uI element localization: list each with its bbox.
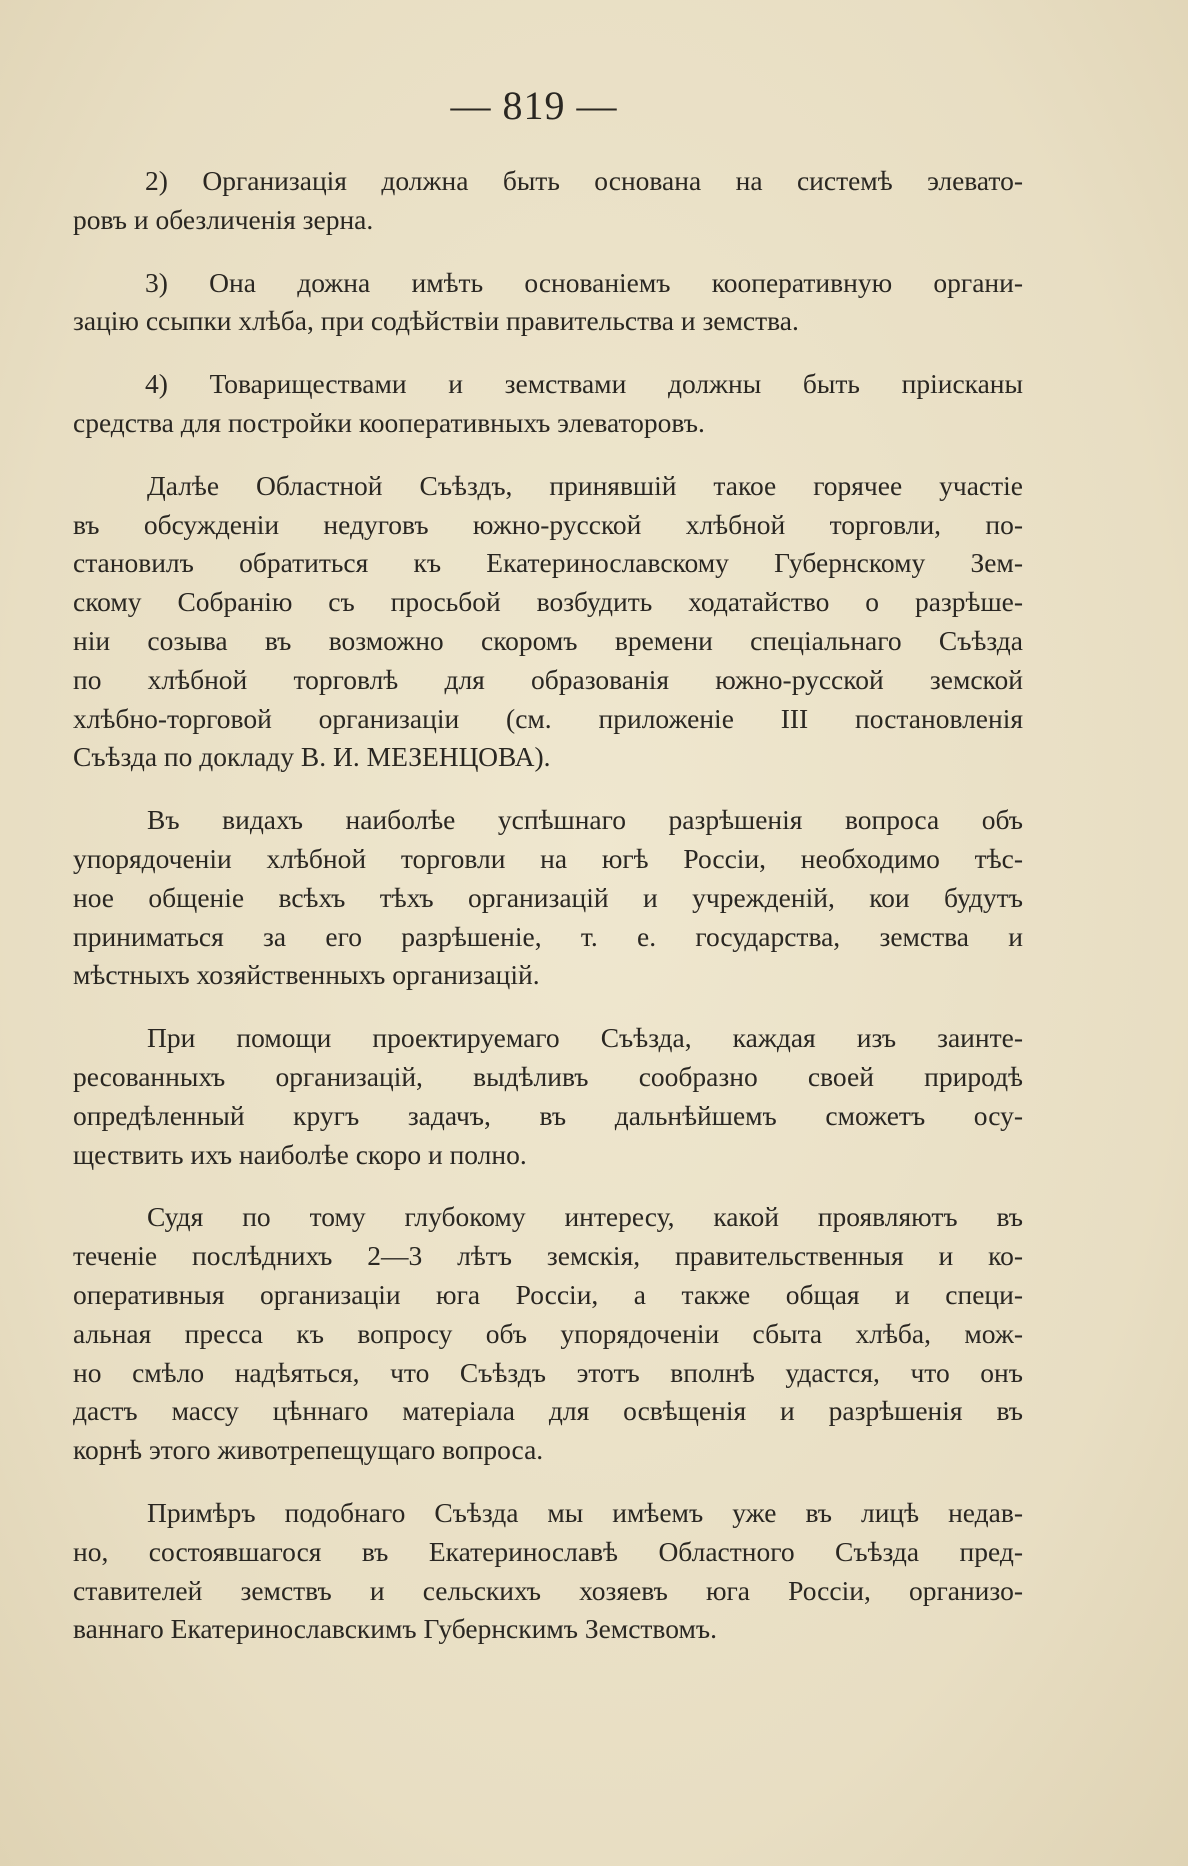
- text-line: Примѣръ подобнаго Съѣзда мы имѣемъ уже въ лицѣ недав-: [147, 1496, 1023, 1528]
- text-line: Въ видахъ наиболѣе успѣшнаго разрѣшенія вопроса объ: [147, 804, 1023, 836]
- text-line: ресованныхъ организацій, выдѣливъ сообразно своей природѣ: [73, 1060, 1023, 1092]
- text-line: 4) Товариществами и земствами должны быть пріисканы: [145, 368, 1023, 400]
- paragraph: [73, 1494, 1023, 1649]
- text-line: альная пресса къ вопросу объ упорядоченіи сбыта хлѣба, мож-: [73, 1317, 1023, 1349]
- paragraph: [73, 467, 1023, 777]
- text-line: ровъ и обезличенія зерна.: [73, 203, 374, 235]
- text-line: Судя по тому глубокому интересу, какой проявляютъ въ: [147, 1201, 1023, 1233]
- text-line: опредѣленный кругъ задачъ, въ дальнѣйшемъ сможетъ осу-: [73, 1099, 1023, 1131]
- text-line: зацію ссыпки хлѣба, при содѣйствіи правительства и земства.: [73, 305, 799, 337]
- text-line: 3) Она дожна имѣть основаніемъ кооперативную органи-: [145, 266, 1023, 298]
- paragraph: [73, 1019, 1023, 1174]
- text-line: Съѣзда по докладу В. И. МЕЗЕНЦОВА).: [73, 741, 551, 773]
- text-line: 2) Организація должна быть основана на системѣ элевато-: [145, 165, 1023, 196]
- text-line: корнѣ этого животрепещущаго вопроса.: [73, 1434, 544, 1466]
- text-line: по хлѣбной торговлѣ для образованія южно-русской земской: [73, 663, 1023, 695]
- page-number: — 819 —: [450, 83, 618, 128]
- text-line: ваннаго Екатеринославскимъ Губернскимъ Земствомъ.: [73, 1613, 717, 1645]
- text-line: въ обсужденіи недуговъ южно-русской хлѣбной торговли, по-: [73, 508, 1023, 540]
- text-line: Далѣе Областной Съѣздъ, принявшій такое горячее участіе: [147, 469, 1023, 501]
- text-line: упорядоченіи хлѣбной торговли на югѣ Россіи, необходимо тѣс-: [73, 842, 1023, 874]
- text-line: мѣстныхъ хозяйственныхъ организацій.: [73, 959, 540, 991]
- paragraph: [73, 264, 1023, 342]
- paragraph: [73, 801, 1023, 995]
- text-line: скому Собранію съ просьбой возбудить ходатайство о разрѣше-: [73, 586, 1023, 618]
- text-line: средства для постройки кооперативныхъ элеваторовъ.: [73, 406, 705, 438]
- text-line: ніи созыва въ возможно скоромъ времени спеціальнаго Съѣзда: [73, 624, 1023, 656]
- text-line: оперативныя организаціи юга Россіи, а также общая и специ-: [73, 1278, 1023, 1310]
- text-line: приниматься за его разрѣшеніе, т. е. государства, земства и: [73, 920, 1023, 952]
- text-line: дастъ массу цѣннаго матеріала для освѣщенія и разрѣшенія въ: [73, 1395, 1023, 1427]
- text-line: но смѣло надѣяться, что Съѣздъ этотъ вполнѣ удастся, что онъ: [73, 1356, 1023, 1388]
- paragraph: [73, 162, 1023, 240]
- paragraph: [73, 1198, 1023, 1470]
- text-line: ставителей земствъ и сельскихъ хозяевъ юга Россіи, организо-: [73, 1574, 1023, 1606]
- text-line: ществить ихъ наиболѣе скоро и полно.: [73, 1138, 527, 1170]
- paragraph: [73, 365, 1023, 443]
- text-line: ное общеніе всѣхъ тѣхъ организацій и учрежденій, кои будутъ: [73, 881, 1023, 913]
- body-text: [73, 162, 1023, 1673]
- text-line: становилъ обратиться къ Екатеринославскому Губернскому Зем-: [73, 547, 1023, 579]
- text-line: теченіе послѣднихъ 2—3 лѣтъ земскія, правительственныя и ко-: [73, 1240, 1023, 1272]
- text-line: хлѣбно-торговой организаціи (см. приложеніе III постановленія: [73, 702, 1023, 734]
- text-line: При помощи проектируемаго Съѣзда, каждая изъ заинте-: [147, 1022, 1023, 1054]
- text-line: но, состоявшагося въ Екатеринославѣ Областного Съѣзда пред-: [73, 1535, 1023, 1567]
